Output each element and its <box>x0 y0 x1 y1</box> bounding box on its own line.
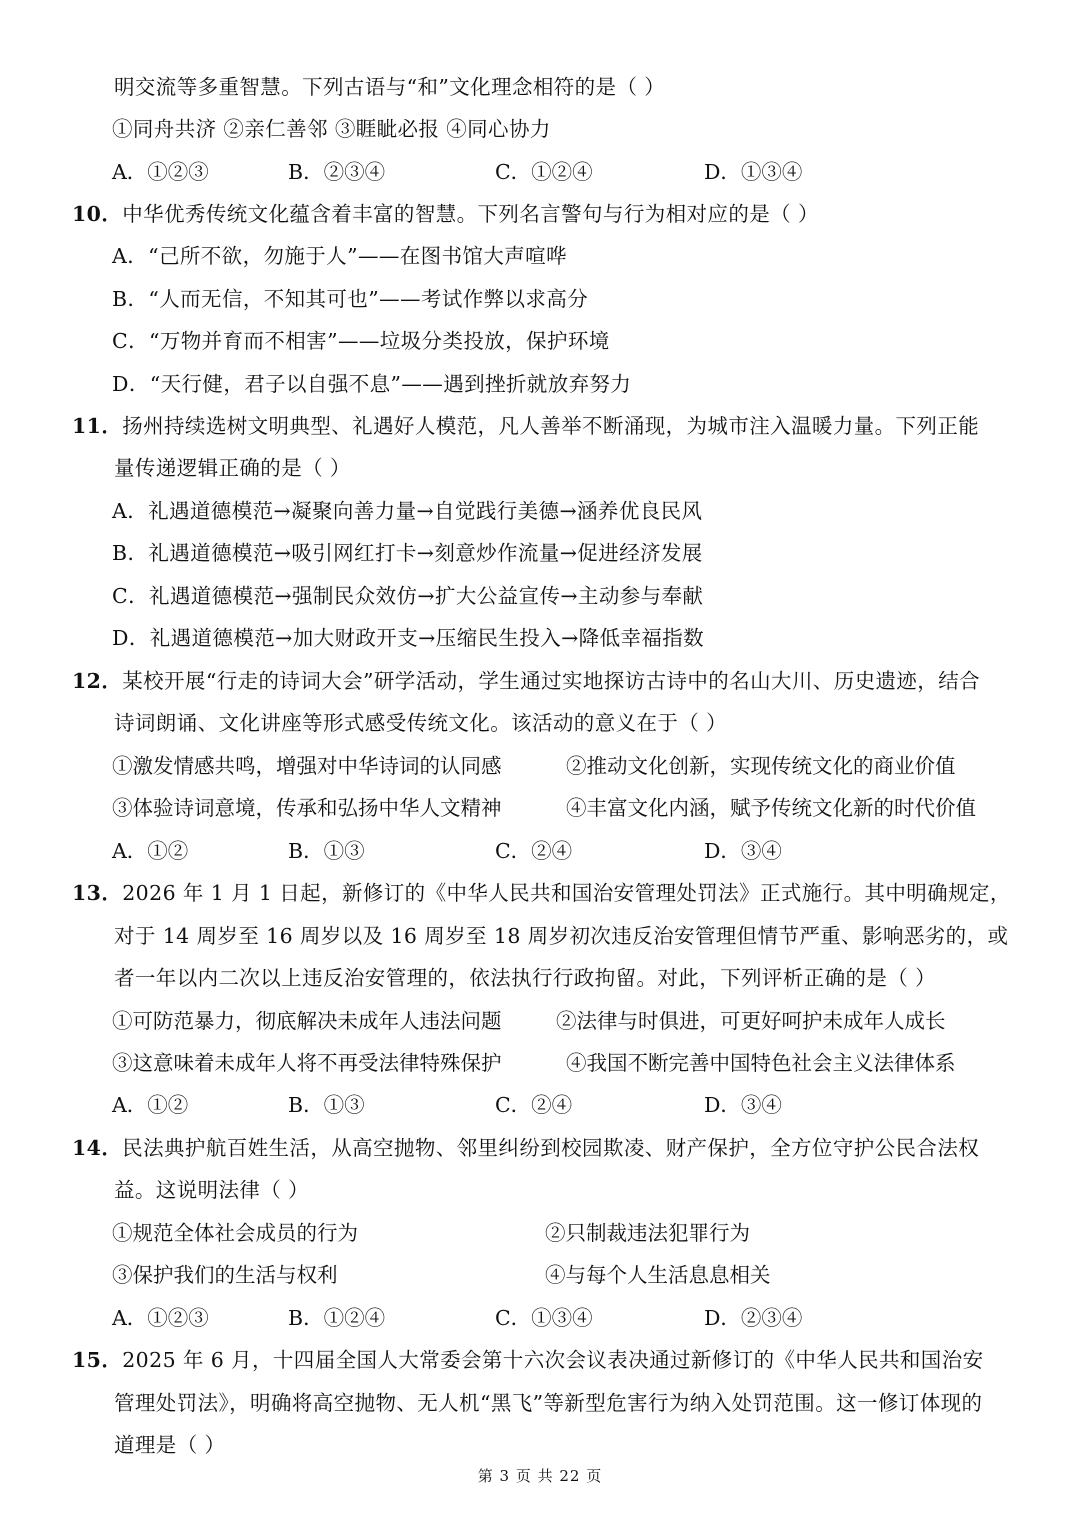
q13-item-1: ①可防范暴力，彻底解决未成年人违法问题 <box>112 1009 502 1033</box>
q11-option-d: D．礼遇道德模范→加大财政开支→压缩民生投入→降低幸福指数 <box>112 626 705 650</box>
q13-item-4: ④我国不断完善中国特色社会主义法律体系 <box>566 1051 956 1075</box>
q13-number: 13． <box>72 881 123 905</box>
q14-item-3: ③保护我们的生活与权利 <box>112 1263 338 1287</box>
q11-stem-line2: 量传递逻辑正确的是（ ） <box>114 456 351 480</box>
q14-option-d: D．②③④ <box>704 1306 803 1330</box>
q14-option-b: B．①②④ <box>288 1306 386 1330</box>
q13-option-a: A．①② <box>112 1093 189 1117</box>
q13-stem-line3: 者一年以内二次以上违反治安管理的，依法执行行政拘留。对此，下列评析正确的是（ ） <box>114 966 937 990</box>
q11-option-b: B．礼遇道德模范→吸引网红打卡→刻意炒作流量→促进经济发展 <box>112 541 703 565</box>
q12-option-b: B．①③ <box>288 839 365 863</box>
q11-option-a: A．礼遇道德模范→凝聚向善力量→自觉践行美德→涵养优良民风 <box>112 499 703 523</box>
q14-option-a: A．①②③ <box>112 1306 209 1330</box>
q15-stem-line2: 管理处罚法》，明确将高空抛物、无人机“黑飞”等新型危害行为纳入处罚范围。这一修订体现的 <box>114 1391 983 1415</box>
q10-option-a: A．“己所不欲，勿施于人”——在图书馆大声喧哗 <box>112 244 567 268</box>
q13-item-2: ②法律与时俱进，可更好呵护未成年人成长 <box>556 1009 946 1033</box>
q11-number: 11． <box>72 414 123 438</box>
q10-stem-text: 中华优秀传统文化蕴含着丰富的智慧。下列名言警句与行为相对应的是（ ） <box>122 202 819 226</box>
q13-option-b: B．①③ <box>288 1093 365 1117</box>
q14-item-2: ②只制裁违法犯罪行为 <box>545 1221 750 1245</box>
q14-option-c: C．①③④ <box>495 1306 593 1330</box>
q14-stem-line2: 益。这说明法律（ ） <box>114 1178 310 1202</box>
q9-option-b: B．②③④ <box>288 160 386 184</box>
q14-number: 14． <box>72 1136 123 1160</box>
q12-option-d: D．③④ <box>704 839 782 863</box>
q9-option-a: A．①②③ <box>112 160 209 184</box>
q14-stem-text: 民法典护航百姓生活，从高空抛物、邻里纠纷到校园欺凌、财产保护，全方位守护公民合法权 <box>122 1136 980 1160</box>
page-footer: 第 3 页 共 22 页 <box>477 1467 603 1485</box>
q10-option-b: B．“人而无信，不知其可也”——考试作弊以求高分 <box>112 287 589 311</box>
q15-stem-line1 <box>72 1345 984 1375</box>
q13-option-d: D．③④ <box>704 1093 782 1117</box>
q13-item-3: ③这意味着未成年人将不再受法律特殊保护 <box>112 1051 502 1075</box>
q10-stem <box>72 199 819 229</box>
q11-stem-text: 扬州持续选树文明典型、礼遇好人模范，凡人善举不断涌现，为城市注入温暖力量。下列正能 <box>122 414 980 438</box>
q9-stem-end: 明交流等多重智慧。下列古语与“和”文化理念相符的是（ ） <box>114 75 666 99</box>
q12-item-2: ②推动文化创新，实现传统文化的商业价值 <box>566 754 956 778</box>
q13-option-c: C．②④ <box>495 1093 573 1117</box>
q10-number: 10． <box>72 202 123 226</box>
q9-option-d: D．①③④ <box>704 160 803 184</box>
q10-option-c: C．“万物并育而不相害”——垃圾分类投放，保护环境 <box>112 329 610 353</box>
q15-stem-line3: 道理是（ ） <box>114 1433 226 1457</box>
q11-stem-line1 <box>72 411 979 441</box>
q13-stem-line2: 对于 14 周岁至 16 周岁以及 16 周岁至 18 周岁初次违反治安管理但情节严重、影响恶劣的，或 <box>114 924 1009 948</box>
q12-item-4: ④丰富文化内涵，赋予传统文化新的时代价值 <box>566 796 976 820</box>
q14-item-4: ④与每个人生活息息相关 <box>545 1263 771 1287</box>
q15-number: 15． <box>72 1348 123 1372</box>
q14-stem-line1 <box>72 1133 979 1163</box>
q13-stem-text: 2026 年 1 月 1 日起，新修订的《中华人民共和国治安管理处罚法》正式施行。其中明确规定， <box>122 881 1011 905</box>
q15-stem-text: 2025 年 6 月，十四届全国人大常委会第十六次会议表决通过新修订的《中华人民共和国治安 <box>122 1348 984 1372</box>
q14-item-1: ①规范全体社会成员的行为 <box>112 1221 358 1245</box>
q9-option-c: C．①②④ <box>495 160 593 184</box>
q12-stem-line2: 诗词朗诵、文化讲座等形式感受传统文化。该活动的意义在于（ ） <box>114 711 728 735</box>
q12-item-3: ③体验诗词意境，传承和弘扬中华人文精神 <box>112 796 502 820</box>
q12-number: 12． <box>72 669 123 693</box>
q11-option-c: C．礼遇道德模范→强制民众效仿→扩大公益宣传→主动参与奉献 <box>112 584 704 608</box>
q9-items: ①同舟共济 ②亲仁善邻 ③睚眦必报 ④同心协力 <box>112 117 551 141</box>
q12-item-1: ①激发情感共鸣，增强对中华诗词的认同感 <box>112 754 502 778</box>
q12-option-a: A．①② <box>112 839 189 863</box>
q12-option-c: C．②④ <box>495 839 573 863</box>
q12-stem-text: 某校开展“行走的诗词大会”研学活动，学生通过实地探访古诗中的名山大川、历史遗迹，结合 <box>122 669 980 693</box>
q13-stem-line1 <box>72 878 1011 908</box>
q10-option-d: D．“天行健，君子以自强不息”——遇到挫折就放弃努力 <box>112 372 632 396</box>
q12-stem-line1 <box>72 666 980 696</box>
